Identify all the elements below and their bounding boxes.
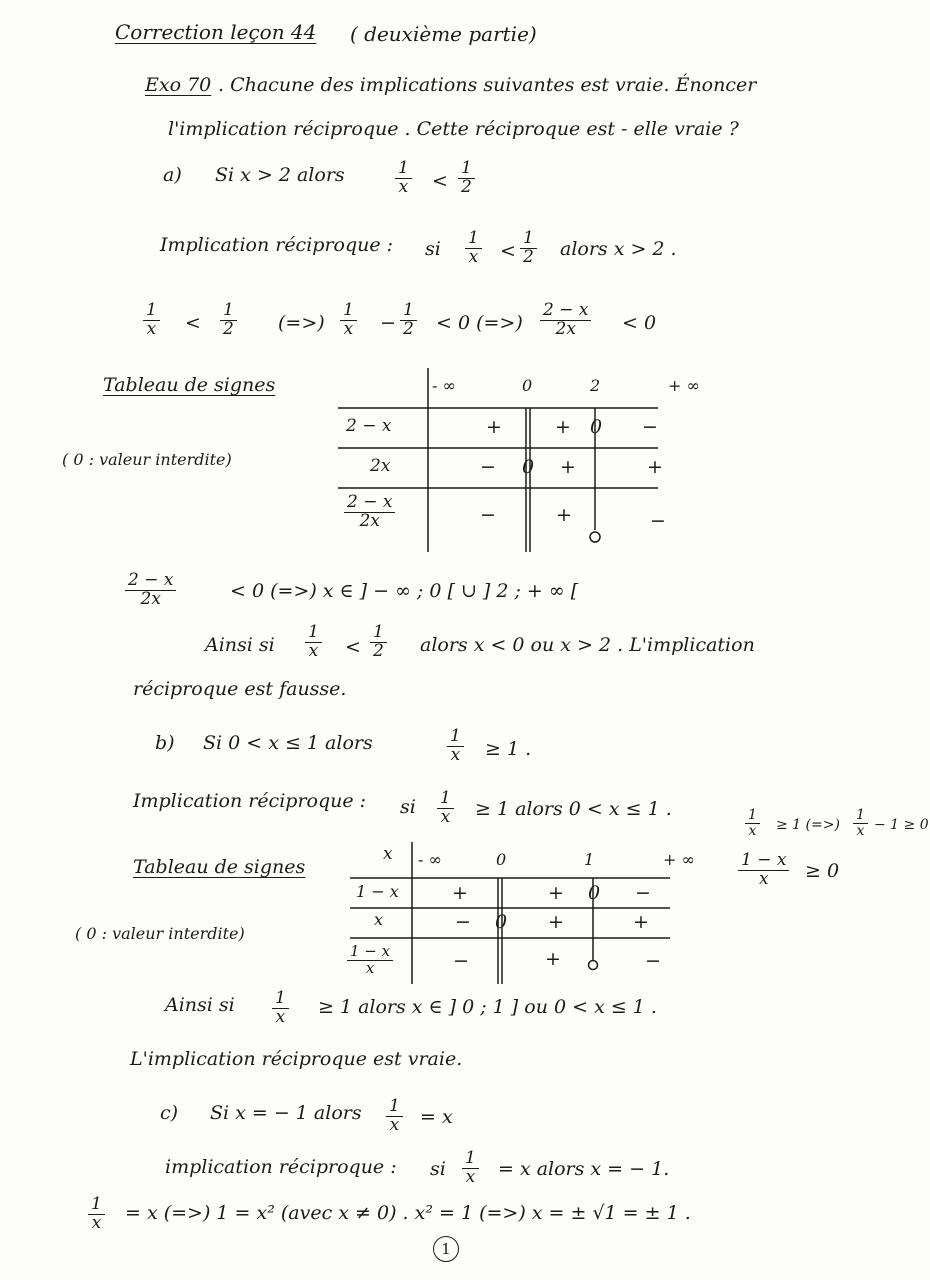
- table-b-header-plus-inf: + ∞: [663, 850, 695, 869]
- table-a-title: Tableau de signes: [103, 374, 276, 396]
- part-c-last-fraction: $\frac{1}{x}$: [88, 1196, 105, 1233]
- table-a-row2-cell: +: [560, 456, 576, 478]
- part-a-fraction-1-over-2: $\frac{1}{2}$: [458, 160, 475, 197]
- part-b-hypothesis: Si 0 < x ≤ 1 alors: [203, 732, 373, 754]
- conclusion-a-fraction-1: $\frac{1}{x}$: [305, 624, 322, 661]
- eq-fraction-1-over-2: $\frac{1}{2}$: [220, 302, 237, 339]
- table-a-header-plus-inf: + ∞: [668, 376, 700, 395]
- table-a-row1-label: 2 − x: [346, 416, 392, 436]
- table-b-note: ( 0 : valeur interdite): [75, 924, 245, 943]
- table-b-row3-cell: −: [645, 950, 661, 972]
- part-c-reciprocal-label: implication réciproque :: [165, 1156, 397, 1178]
- part-c-hyp-end: = x: [420, 1106, 453, 1128]
- side-fraction-1-over-x: $\frac{1}{x}$: [745, 808, 760, 838]
- eq-lt0-iff: < 0 (=>): [436, 312, 523, 334]
- eq-fraction-2-minus-x-over-2x: $\frac{2 - x}{2x}$: [540, 302, 591, 339]
- table-b-header-0: 0: [496, 850, 507, 869]
- eq-fraction-1-over-x: $\frac{1}{x}$: [143, 302, 160, 339]
- part-b-reciprocal-label: Implication réciproque :: [133, 790, 367, 812]
- part-c-reciprocal-fraction: $\frac{1}{x}$: [462, 1150, 479, 1187]
- table-b-row1-cell: −: [635, 882, 651, 904]
- table-b-row1-cell: +: [548, 882, 564, 904]
- table-b-row2-label: x: [374, 910, 384, 929]
- solution-a-set: < 0 (=>) x ∈ ] − ∞ ; 0 [ ∪ ] 2 ; + ∞ [: [230, 580, 579, 602]
- side-ge-0: ≥ 0: [805, 860, 840, 882]
- part-c-reciprocal-end: = x alors x = − 1.: [498, 1158, 670, 1180]
- eq-lt0-b: < 0: [622, 312, 657, 334]
- part-c-reciprocal-si: si: [430, 1158, 446, 1180]
- part-b-reciprocal-end: ≥ 1 alors 0 < x ≤ 1 .: [475, 798, 672, 820]
- part-a-reciprocal-fraction-1: $\frac{1}{x}$: [465, 230, 482, 267]
- part-b-reciprocal-si: si: [400, 796, 416, 818]
- table-a-row2-cell: +: [647, 456, 663, 478]
- table-a-header-minus-inf: - ∞: [432, 376, 456, 395]
- page-subtitle: ( deuxième partie): [350, 22, 537, 46]
- part-a-reciprocal-si: si: [425, 238, 441, 260]
- table-a-row1-cell: −: [642, 416, 658, 438]
- side-fraction-1-over-x-b: $\frac{1}{x}$: [853, 808, 868, 838]
- table-b-row2-cell: +: [633, 911, 649, 933]
- conclusion-b-ainsi: Ainsi si: [165, 994, 235, 1016]
- table-b-row2-cell: 0: [495, 911, 508, 933]
- table-a-row2-cell: −: [480, 456, 496, 478]
- conclusion-a-fraction-2: $\frac{1}{2}$: [370, 624, 387, 661]
- table-a-row3-cell: −: [650, 510, 666, 532]
- table-a-header-0: 0: [522, 376, 533, 395]
- table-b-header-minus-inf: - ∞: [418, 850, 442, 869]
- conclusion-b-rest: ≥ 1 alors x ∈ ] 0 ; 1 ] ou 0 < x ≤ 1 .: [318, 996, 657, 1018]
- table-a-row2-label: 2x: [370, 456, 391, 476]
- side-fraction-1-minus-x-over-x: $\frac{1 - x}{x}$: [738, 852, 789, 889]
- eq-iff-1: (=>): [278, 312, 325, 334]
- eq-lt: <: [185, 312, 201, 334]
- part-a-reciprocal-label: Implication réciproque :: [160, 234, 394, 256]
- part-c-label: c): [160, 1102, 179, 1124]
- table-a-row3-cell: +: [556, 504, 572, 526]
- table-b-row1-label: 1 − x: [356, 882, 399, 901]
- part-a-hypothesis: Si x > 2 alors: [215, 164, 345, 186]
- part-a-reciprocal-end: alors x > 2 .: [560, 238, 677, 260]
- eq-fraction-1-over-2-b: $\frac{1}{2}$: [400, 302, 417, 339]
- table-b-row1-cell: +: [452, 882, 468, 904]
- conclusion-b-line2: L'implication réciproque est vraie.: [130, 1048, 463, 1070]
- conclusion-a-lt: <: [345, 636, 361, 658]
- eq-fraction-1-over-x-b: $\frac{1}{x}$: [340, 302, 357, 339]
- part-b-hyp-fraction: $\frac{1}{x}$: [447, 728, 464, 765]
- part-c-hypothesis: Si x = − 1 alors: [210, 1102, 362, 1124]
- conclusion-b-fraction: $\frac{1}{x}$: [272, 990, 289, 1027]
- table-a-header-2: 2: [590, 376, 601, 395]
- part-a-reciprocal-fraction-2: $\frac{1}{2}$: [520, 230, 537, 267]
- table-b-var: x: [383, 844, 393, 864]
- conclusion-a-ainsi: Ainsi si: [205, 634, 275, 656]
- conclusion-a-line2: réciproque est fausse.: [133, 678, 347, 700]
- part-a-label: a): [163, 164, 182, 186]
- table-b-title: Tableau de signes: [133, 856, 306, 878]
- part-a-reciprocal-lt: <: [500, 240, 516, 262]
- exercise-statement-2: l'implication réciproque . Cette réciproque est - elle vraie ?: [168, 118, 739, 140]
- table-a-row1-cell: +: [555, 416, 571, 438]
- solution-a-fraction: $\frac{2 - x}{2x}$: [125, 572, 176, 609]
- page-title: Correction leçon 44: [115, 20, 317, 44]
- table-a-row2-cell: 0: [522, 456, 535, 478]
- table-a-note: ( 0 : valeur interdite): [62, 450, 232, 469]
- conclusion-a-rest: alors x < 0 ou x > 2 . L'implication: [420, 634, 755, 656]
- part-a-fraction-1-over-x: $\frac{1}{x}$: [395, 160, 412, 197]
- side-ge-iff: ≥ 1 (=>): [776, 817, 840, 833]
- table-a-row3-label: $\frac{2 - x}{2x}$: [344, 494, 395, 531]
- table-a-row3-cell: −: [480, 504, 496, 526]
- table-a-row1-cell: 0: [590, 416, 603, 438]
- page-number: 1: [433, 1236, 459, 1262]
- table-b-row3-cell: −: [453, 950, 469, 972]
- table-b-row1-cell: 0: [588, 882, 601, 904]
- part-b-reciprocal-fraction: $\frac{1}{x}$: [437, 790, 454, 827]
- part-b-label: b): [155, 732, 175, 754]
- part-c-last-line: = x (=>) 1 = x² (avec x ≠ 0) . x² = 1 (=>) x = ± √1 = ± 1 .: [125, 1202, 691, 1224]
- table-b-row2-cell: +: [548, 911, 564, 933]
- part-a-lt: <: [432, 170, 448, 192]
- part-b-hyp-end: ≥ 1 .: [485, 738, 532, 760]
- table-a-row1-cell: +: [486, 416, 502, 438]
- table-b-header-1: 1: [584, 850, 595, 869]
- exercise-statement-1: . Chacune des implications suivantes est vraie. Énoncer: [218, 74, 757, 96]
- side-minus-1-ge-0: − 1 ≥ 0: [874, 817, 929, 833]
- table-b-row3-label: $\frac{1 - x}{x}$: [347, 944, 393, 977]
- table-b-row3-cell: +: [545, 948, 561, 970]
- part-c-hyp-fraction: $\frac{1}{x}$: [386, 1098, 403, 1135]
- eq-minus: −: [380, 312, 396, 334]
- table-b-row2-cell: −: [455, 911, 471, 933]
- exercise-label: Exo 70: [145, 74, 212, 96]
